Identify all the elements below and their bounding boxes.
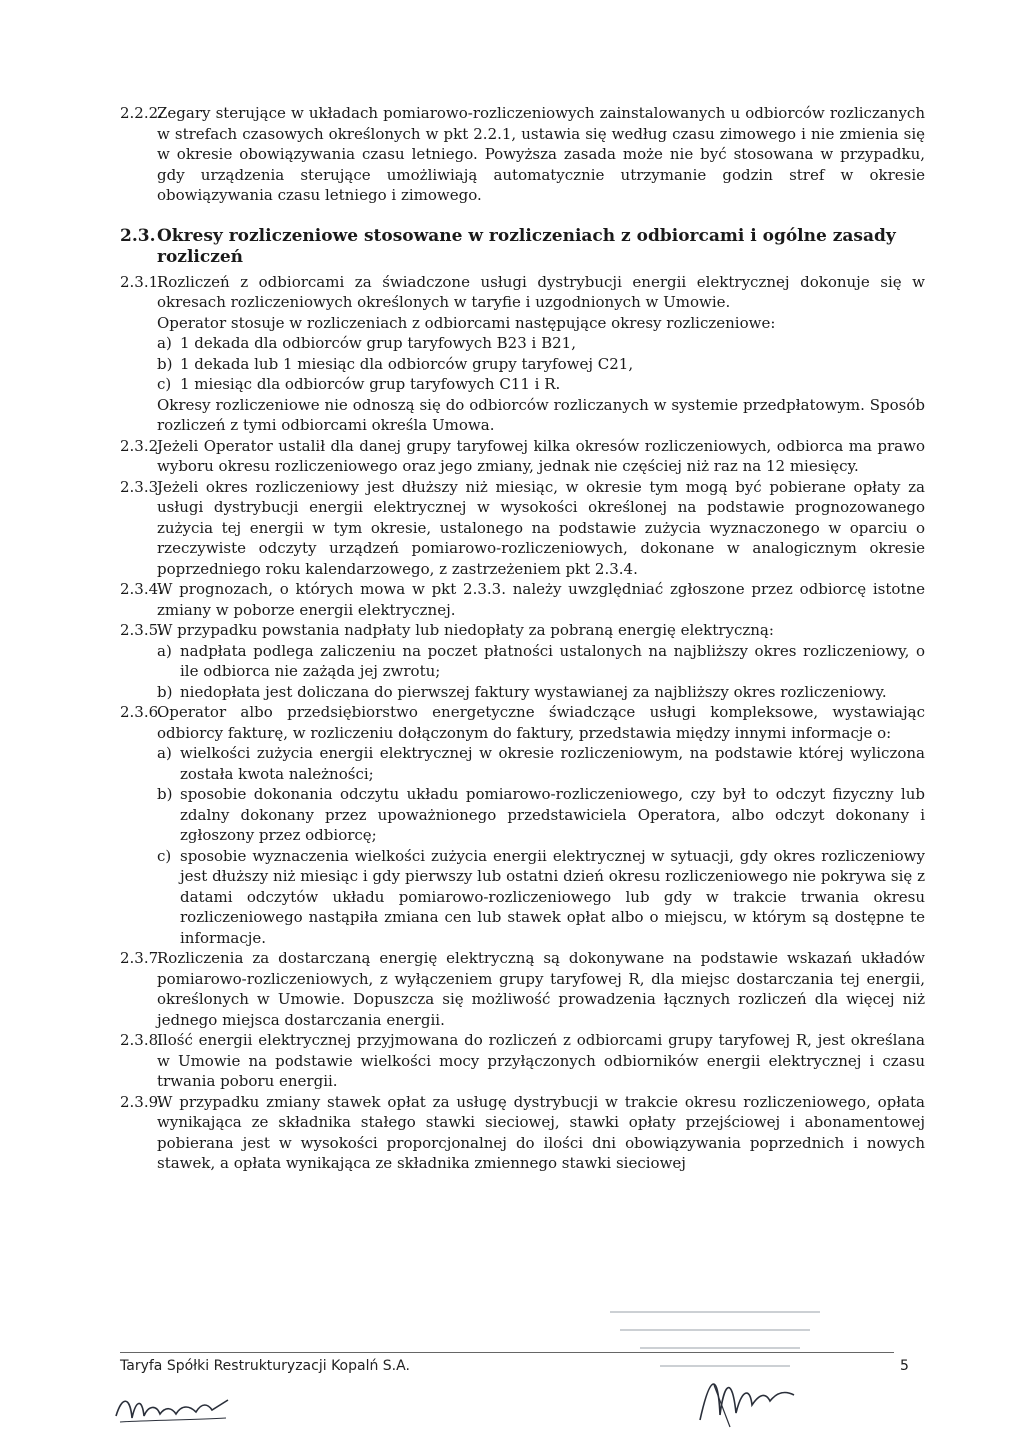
section-text: Ilość energii elektrycznej przyjmowana do rozliczeń z odbiorcami grupy taryfowej R, jest określana w Umowie na podstawie wielkości mocy przyłączonych odbiorników energii elektrycznej i czasu trwania poboru energii.	[157, 1031, 925, 1090]
heading-number: 2.3.	[120, 225, 156, 246]
signature-icon	[690, 1365, 800, 1430]
section-number: 2.3.3.	[120, 477, 163, 496]
section-number: 2.3.2.	[120, 436, 163, 455]
section-2-3-4	[120, 579, 925, 620]
section-2-3-9	[120, 1092, 925, 1174]
section-2-2-2	[120, 103, 925, 206]
section-number: 2.3.6.	[120, 703, 163, 721]
section-number: 2.3.7.	[120, 949, 163, 967]
list-item: a) wielkości zużycia energii elektrycznej w okresie rozliczeniowym, na podstawie której wyliczona została kwota należności;	[157, 744, 925, 783]
period-list	[157, 333, 925, 395]
section-text: Okresy rozliczeniowe nie odnoszą się do odbiorców rozliczanych w systemie przedpłatowym. Sposób rozliczeń z tymi odbiorcami określa Umowa.	[157, 395, 925, 434]
section-text: Zegary sterujące w układach pomiarowo-rozliczeniowych zainstalowanych u odbiorców rozliczanych w strefach czasowych określonych w pkt 2.2.1, ustawia się według czasu zimowego i nie zmienia się w okresie obowiązywania czasu letniego. Powyższa zasada może nie być stosowana w przypadku, gdy urządzenia sterujące umożliwiają automatycznie utrzymanie godzin stref w okresie obowiązywania czasu letniego i zimowego.	[157, 104, 925, 204]
section-2-3-5	[120, 620, 925, 702]
signature-icon	[112, 1390, 232, 1430]
page-number: 5	[900, 1358, 909, 1374]
heading-title: Okresy rozliczeniowe stosowane w rozliczeniach z odbiorcami i ogólne zasady rozliczeń	[157, 225, 896, 267]
section-number: 2.3.5.	[120, 621, 163, 639]
section-number: 2.3.8.	[120, 1031, 163, 1049]
section-2-3-3	[120, 477, 925, 580]
list-item: c) sposobie wyznaczenia wielkości zużycia energii elektrycznej w sytuacji, gdy okres rozliczeniowy jest dłuższy niż miesiąc i gdy pierwszy lub ostatni dzień okresu rozliczeniowego nie pokrywa się z datami odczytów układu pomiarowo-rozliczeniowego lub gdy w trakcie trwania okresu rozliczeniowego nastąpiła zmiana cen lub stawek opłat albo o miejscu, w którym są dostępne te informacje.	[157, 846, 925, 947]
section-2-3-1	[120, 272, 925, 436]
section-text: Rozliczenia za dostarczaną energię elektryczną są dokonywane na podstawie wskazań układów pomiarowo-rozliczeniowych, z wyłączeniem grupy taryfowej R, dla miejsc dostarczania tej energii, określonych w Umowie. Dopuszcza się możliwość prowadzenia łącznych rozliczeń dla więcej niż jednego miejsca dostarczania energii.	[157, 949, 925, 1029]
section-text: Rozliczeń z odbiorcami za świadczone usługi dystrybucji energii elektrycznej dokonuje się w okresach rozliczeniowych określonych w taryfie i uzgodnionych w Umowie.	[157, 272, 925, 311]
section-text: W przypadku powstania nadpłaty lub niedopłaty za pobraną energię elektryczną:	[157, 621, 774, 639]
section-number: 2.3.9.	[120, 1092, 163, 1111]
footer-divider	[120, 1352, 894, 1353]
list-item: b) sposobie dokonania odczytu układu pomiarowo-rozliczeniowego, czy był to odczyt fizyczny lub zdalny dokonany przez upoważnionego przedstawiciela Operatora, albo odczyt dokonany i zgłoszony przez odbiorcę;	[157, 785, 925, 844]
list-item: a) nadpłata podlega zaliczeniu na poczet płatności ustalonych na najbliższy okres rozliczeniowy, o ile odbiorca nie zażąda jej zwrotu;	[157, 641, 925, 680]
footer-company: Taryfa Spółki Restrukturyzacji Kopalń S.A.	[120, 1358, 410, 1374]
section-text: W przypadku zmiany stawek opłat za usługę dystrybucji w trakcie okresu rozliczeniowego, opłata wynikająca ze składnika stałego stawki sieciowej, stawki opłaty przejściowej i abonamentowej pobierana jest w wysokości proporcjonalnej do ilości dni obowiązywania poprzednich i nowych stawek, a opłata wynikająca ze składnika zmiennego stawki sieciowej	[157, 1092, 925, 1172]
section-text: W prognozach, o których mowa w pkt 2.3.3. należy uwzględniać zgłoszone przez odbiorcę istotne zmiany w poborze energii elektrycznej.	[157, 580, 925, 619]
section-2-3-7	[120, 948, 925, 1030]
section-number: 2.3.1.	[120, 272, 163, 291]
list-item: b) niedopłata jest doliczana do pierwszej faktury wystawianej za najbliższy okres rozliczeniowy.	[157, 682, 887, 701]
section-text: Operator stosuje w rozliczeniach z odbiorcami następujące okresy rozliczeniowe:	[157, 313, 776, 332]
section-text: Jeżeli Operator ustalił dla danej grupy taryfowej kilka okresów rozliczeniowych, odbiorca ma prawo wyboru okresu rozliczeniowego oraz jego zmiany, jednak nie częściej niż raz na 12 miesięcy.	[157, 436, 925, 475]
section-2-3-8	[120, 1030, 925, 1092]
section-2-3-6	[120, 702, 925, 948]
section-heading-2-3	[120, 226, 925, 268]
list-item: b) 1 dekada lub 1 miesiąc dla odbiorców grupy taryfowej C21,	[157, 354, 634, 373]
list-item: c) 1 miesiąc dla odbiorców grup taryfowych C11 i R.	[157, 375, 561, 393]
list-item: a) 1 dekada dla odbiorców grup taryfowych B23 i B21,	[157, 334, 576, 352]
section-2-3-2	[120, 436, 925, 477]
section-number: 2.3.4.	[120, 580, 163, 598]
section-text: Jeżeli okres rozliczeniowy jest dłuższy niż miesiąc, w okresie tym mogą być pobierane opłaty za usługi dystrybucji energii elektrycznej w wysokości określonej na podstawie prognozowanego zużycia tej energii w tym okresie, ustalonego na podstawie zużycia wyznaczonego w oparciu o rzeczywiste odczyty urządzeń pomiarowo-rozliczeniowych, dokonane w analogicznym okresie poprzedniego roku kalendarzowego, z zastrzeżeniem pkt 2.3.4.	[157, 477, 925, 578]
document-body	[120, 103, 925, 1174]
section-text: Operator albo przedsiębiorstwo energetyczne świadczące usługi kompleksowe, wystawiając odbiorcy fakturę, w rozliczeniu dołączonym do faktury, przedstawia między innymi informacje o:	[157, 703, 925, 742]
section-number: 2.2.2.	[120, 104, 163, 122]
